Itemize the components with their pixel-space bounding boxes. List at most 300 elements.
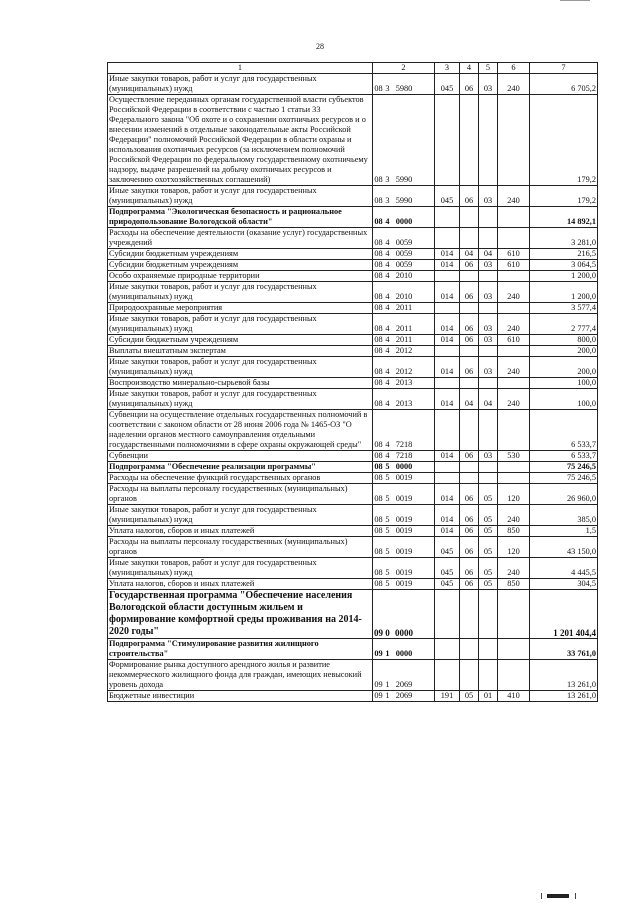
target-code-part: 08: [374, 440, 383, 449]
header-col-1: 1: [108, 63, 373, 74]
row-sum-cell: 304,5: [530, 579, 598, 590]
row-expense-type-cell: 610: [498, 260, 530, 271]
row-grbs-cell: [435, 462, 460, 473]
target-code-part: 0019: [395, 526, 413, 535]
table-row: [108, 95, 598, 186]
row-sum-cell: 33 761,0: [530, 639, 598, 660]
target-code-part: 0059: [395, 260, 413, 269]
row-sum-cell: 6 533,7: [530, 451, 598, 462]
target-code-part: 4: [385, 303, 390, 312]
row-name-cell: Субсидии бюджетным учреждениям: [108, 335, 373, 346]
target-code-part: 09: [374, 649, 383, 658]
row-expense-type-cell: [498, 95, 530, 186]
row-expense-type-cell: 530: [498, 451, 530, 462]
row-section-cell: [460, 207, 479, 228]
target-code-part: 4: [385, 324, 390, 333]
target-code-part: 0000: [395, 649, 413, 658]
row-sum-cell: 75 246,5: [530, 462, 598, 473]
target-code-part: 3: [385, 84, 390, 93]
target-code-part: 0019: [395, 473, 413, 482]
table-row: [108, 357, 598, 378]
target-code-part: 0: [385, 628, 390, 638]
target-code-part: 4: [385, 271, 390, 280]
target-code-part: 4: [385, 367, 390, 376]
row-grbs-cell: 045: [435, 558, 460, 579]
row-expense-type-cell: [498, 378, 530, 389]
row-target-code-cell: [373, 186, 435, 207]
row-expense-type-cell: 410: [498, 691, 530, 702]
row-target-code-cell: [373, 95, 435, 186]
row-grbs-cell: 014: [435, 451, 460, 462]
row-section-cell: 06: [460, 74, 479, 95]
table-row: [108, 505, 598, 526]
row-subsection-cell: [479, 660, 498, 691]
header-col-6: 6: [498, 63, 530, 74]
row-name-cell: Иные закупки товаров, работ и услуг для государственных (муниципальных) нужд: [108, 74, 373, 95]
row-expense-type-cell: [498, 462, 530, 473]
table-row: [108, 660, 598, 691]
row-subsection-cell: 05: [479, 526, 498, 537]
row-target-code-cell: [373, 451, 435, 462]
target-code-part: 5: [385, 547, 390, 556]
row-target-code-cell: [373, 691, 435, 702]
row-sum-cell: 3 281,0: [530, 228, 598, 249]
row-grbs-cell: 014: [435, 389, 460, 410]
table-row: [108, 537, 598, 558]
target-code-part: 0019: [395, 547, 413, 556]
row-grbs-cell: [435, 639, 460, 660]
row-name-cell: Подпрограмма "Обеспечение реализации программы": [108, 462, 373, 473]
row-name-cell: Уплата налогов, сборов и иных платежей: [108, 526, 373, 537]
target-code-part: 4: [385, 346, 390, 355]
target-code-part: 4: [385, 378, 390, 387]
header-col-3: 3: [435, 63, 460, 74]
scan-tick-mark: [541, 893, 542, 899]
target-code-part: 5980: [395, 84, 413, 93]
row-section-cell: 06: [460, 526, 479, 537]
target-code-part: 08: [374, 526, 383, 535]
row-grbs-cell: [435, 346, 460, 357]
row-section-cell: 06: [460, 260, 479, 271]
row-grbs-cell: 014: [435, 314, 460, 335]
row-expense-type-cell: 120: [498, 484, 530, 505]
target-code-part: 1: [385, 680, 390, 689]
row-name-cell: Иные закупки товаров, работ и услуг для государственных (муниципальных) нужд: [108, 282, 373, 303]
row-grbs-cell: 014: [435, 484, 460, 505]
row-section-cell: 06: [460, 484, 479, 505]
target-code-part: 09: [374, 628, 383, 638]
row-name-cell: Субсидии бюджетным учреждениям: [108, 260, 373, 271]
row-name-cell: Расходы на выплаты персоналу государственных (муниципальных) органов: [108, 537, 373, 558]
target-code-part: 08: [374, 547, 383, 556]
row-subsection-cell: [479, 590, 498, 639]
row-subsection-cell: [479, 639, 498, 660]
target-code-part: 08: [374, 84, 383, 93]
row-target-code-cell: [373, 639, 435, 660]
row-sum-cell: 1,5: [530, 526, 598, 537]
row-name-cell: Субсидии бюджетным учреждениям: [108, 249, 373, 260]
header-col-4: 4: [460, 63, 479, 74]
row-sum-cell: 13 261,0: [530, 660, 598, 691]
table-row: [108, 282, 598, 303]
row-subsection-cell: [479, 378, 498, 389]
table-row: [108, 207, 598, 228]
row-section-cell: 05: [460, 691, 479, 702]
row-grbs-cell: [435, 590, 460, 639]
row-expense-type-cell: 240: [498, 505, 530, 526]
row-subsection-cell: 03: [479, 260, 498, 271]
row-sum-cell: 43 150,0: [530, 537, 598, 558]
table-row: [108, 451, 598, 462]
row-target-code-cell: [373, 346, 435, 357]
row-sum-cell: 2 777,4: [530, 314, 598, 335]
target-code-part: 08: [374, 217, 383, 226]
row-name-cell: Субвенции на осуществление отдельных государственных полномочий в соответствии с законом области от 28 июня 2006 года № 1465-ОЗ "О наделении органов местного самоуправления отдельными государственными полномочиями в сфере охраны окружающей среды": [108, 410, 373, 451]
row-section-cell: [460, 473, 479, 484]
row-grbs-cell: 191: [435, 691, 460, 702]
target-code-part: 09: [374, 680, 383, 689]
target-code-part: 08: [374, 238, 383, 247]
row-section-cell: [460, 378, 479, 389]
row-grbs-cell: [435, 228, 460, 249]
row-subsection-cell: 05: [479, 484, 498, 505]
table-body: [108, 74, 598, 702]
row-target-code-cell: [373, 260, 435, 271]
header-col-2: 2: [373, 63, 435, 74]
row-grbs-cell: 014: [435, 260, 460, 271]
row-sum-cell: 13 261,0: [530, 691, 598, 702]
target-code-part: 08: [374, 378, 383, 387]
row-target-code-cell: [373, 558, 435, 579]
row-name-cell: Иные закупки товаров, работ и услуг для государственных (муниципальных) нужд: [108, 558, 373, 579]
target-code-part: 4: [385, 249, 390, 258]
target-code-part: 08: [374, 335, 383, 344]
target-code-part: 0059: [395, 249, 413, 258]
target-code-part: 2069: [395, 691, 413, 700]
row-expense-type-cell: 610: [498, 335, 530, 346]
table-row: [108, 314, 598, 335]
column-number-row: [108, 63, 598, 74]
row-sum-cell: 1 201 404,4: [530, 590, 598, 639]
row-section-cell: 06: [460, 314, 479, 335]
row-subsection-cell: 04: [479, 389, 498, 410]
target-code-part: 08: [374, 303, 383, 312]
row-expense-type-cell: [498, 590, 530, 639]
row-section-cell: [460, 660, 479, 691]
target-code-part: 08: [374, 175, 383, 184]
target-code-part: 5: [385, 568, 390, 577]
target-code-part: 5: [385, 473, 390, 482]
row-name-cell: Подпрограмма "Стимулирование развития жилищного строительства": [108, 639, 373, 660]
row-sum-cell: 200,0: [530, 346, 598, 357]
table-row: [108, 462, 598, 473]
row-section-cell: 06: [460, 335, 479, 346]
target-code-part: 2011: [395, 324, 413, 333]
row-name-cell: Формирование рынка доступного арендного жилья и развитие некоммерческого жилищного фонда для граждан, имеющих невысокий уровень дохода: [108, 660, 373, 691]
row-expense-type-cell: [498, 271, 530, 282]
row-target-code-cell: [373, 579, 435, 590]
table-row: [108, 303, 598, 314]
row-target-code-cell: [373, 473, 435, 484]
row-sum-cell: 100,0: [530, 389, 598, 410]
target-code-part: 5: [385, 462, 390, 471]
row-target-code-cell: [373, 207, 435, 228]
target-code-part: 08: [374, 515, 383, 524]
row-subsection-cell: 03: [479, 314, 498, 335]
row-subsection-cell: 03: [479, 282, 498, 303]
budget-allocation-table: [107, 62, 598, 702]
row-section-cell: 06: [460, 451, 479, 462]
row-expense-type-cell: [498, 473, 530, 484]
table-row: [108, 691, 598, 702]
target-code-part: 08: [374, 271, 383, 280]
target-code-part: 4: [385, 399, 390, 408]
row-subsection-cell: 03: [479, 451, 498, 462]
row-subsection-cell: [479, 207, 498, 228]
target-code-part: 4: [385, 238, 390, 247]
target-code-part: 2012: [395, 346, 413, 355]
target-code-part: 08: [374, 451, 383, 460]
target-code-part: 08: [374, 579, 383, 588]
header-col-7: 7: [530, 63, 598, 74]
row-sum-cell: 385,0: [530, 505, 598, 526]
target-code-part: 4: [385, 451, 390, 460]
row-section-cell: [460, 271, 479, 282]
row-subsection-cell: [479, 271, 498, 282]
row-name-cell: Бюджетные инвестиции: [108, 691, 373, 702]
row-subsection-cell: [479, 346, 498, 357]
row-name-cell: Подпрограмма "Экологическая безопасность и рациональное природопользование Вологодской области": [108, 207, 373, 228]
row-expense-type-cell: [498, 303, 530, 314]
table-row: [108, 590, 598, 639]
target-code-part: 7218: [395, 451, 413, 460]
row-subsection-cell: 03: [479, 74, 498, 95]
row-grbs-cell: [435, 207, 460, 228]
row-section-cell: [460, 303, 479, 314]
row-expense-type-cell: 610: [498, 249, 530, 260]
row-name-cell: Осуществление переданных органам государственной власти субъектов Российской Федерации в соответствии с частью 1 статьи 33 Федерального закона "Об охоте и о сохранении охотничьих ресурсов и о внесении изменений в отдельные законодательные акты Российской Федерации" полномочий Российской Федерации в области охраны и использования охотничьих ресурсов (за исключением полномочий Российской Федерации по федеральному государственному охотничьему надзору, выдаче разрешений на добычу охотничьих ресурсов и заключению охотхозяйственных соглашений): [108, 95, 373, 186]
row-expense-type-cell: 850: [498, 579, 530, 590]
row-target-code-cell: [373, 357, 435, 378]
target-code-part: 5: [385, 494, 390, 503]
target-code-part: 08: [374, 568, 383, 577]
row-grbs-cell: [435, 95, 460, 186]
target-code-part: 5990: [395, 175, 413, 184]
target-code-part: 4: [385, 260, 390, 269]
row-expense-type-cell: 240: [498, 282, 530, 303]
target-code-part: 1: [385, 649, 390, 658]
target-code-part: 08: [374, 367, 383, 376]
table-row: [108, 484, 598, 505]
row-grbs-cell: 014: [435, 282, 460, 303]
row-name-cell: Природоохранные мероприятия: [108, 303, 373, 314]
target-code-part: 08: [374, 196, 383, 205]
row-sum-cell: 179,2: [530, 186, 598, 207]
target-code-part: 3: [385, 175, 390, 184]
target-code-part: 2011: [395, 335, 413, 344]
row-grbs-cell: [435, 378, 460, 389]
row-expense-type-cell: 240: [498, 314, 530, 335]
row-expense-type-cell: 240: [498, 357, 530, 378]
row-name-cell: Субвенции: [108, 451, 373, 462]
row-target-code-cell: [373, 271, 435, 282]
row-section-cell: 06: [460, 186, 479, 207]
row-name-cell: Воспроизводство минерально-сырьевой базы: [108, 378, 373, 389]
row-name-cell: Расходы на обеспечение деятельности (оказание услуг) государственных учреждений: [108, 228, 373, 249]
target-code-part: 5: [385, 579, 390, 588]
page-number: 28: [316, 42, 324, 51]
row-section-cell: [460, 462, 479, 473]
table-row: [108, 271, 598, 282]
target-code-part: 4: [385, 292, 390, 301]
row-grbs-cell: 014: [435, 357, 460, 378]
target-code-part: 5: [385, 515, 390, 524]
row-grbs-cell: 045: [435, 579, 460, 590]
row-sum-cell: 14 892,1: [530, 207, 598, 228]
row-name-cell: Особо охраняемые природные территории: [108, 271, 373, 282]
row-grbs-cell: [435, 271, 460, 282]
row-section-cell: 04: [460, 389, 479, 410]
row-section-cell: [460, 410, 479, 451]
row-subsection-cell: 04: [479, 249, 498, 260]
row-sum-cell: 1 200,0: [530, 282, 598, 303]
target-code-part: 08: [374, 346, 383, 355]
row-expense-type-cell: 850: [498, 526, 530, 537]
row-section-cell: 06: [460, 537, 479, 558]
row-grbs-cell: 014: [435, 505, 460, 526]
table-row: [108, 260, 598, 271]
row-target-code-cell: [373, 228, 435, 249]
table-row: [108, 473, 598, 484]
row-sum-cell: 6 533,7: [530, 410, 598, 451]
target-code-part: 4: [385, 217, 390, 226]
row-target-code-cell: [373, 74, 435, 95]
row-expense-type-cell: [498, 639, 530, 660]
row-target-code-cell: [373, 462, 435, 473]
target-code-part: 2010: [395, 271, 413, 280]
table-row: [108, 410, 598, 451]
row-name-cell: Иные закупки товаров, работ и услуг для государственных (муниципальных) нужд: [108, 505, 373, 526]
scan-edge-mark: [560, 0, 590, 2]
table-row: [108, 558, 598, 579]
target-code-part: 3: [385, 196, 390, 205]
row-name-cell: Государственная программа "Обеспечение населения Вологодской области доступным жильем и формирование комфортной среды проживания на 2014-2020 годы": [108, 590, 373, 639]
target-code-part: 2011: [395, 303, 413, 312]
row-expense-type-cell: [498, 410, 530, 451]
row-grbs-cell: 014: [435, 526, 460, 537]
row-sum-cell: 3 577,4: [530, 303, 598, 314]
target-code-part: 0019: [395, 579, 413, 588]
row-section-cell: 06: [460, 282, 479, 303]
scan-tick-mark: [575, 893, 576, 899]
row-section-cell: 06: [460, 505, 479, 526]
row-section-cell: [460, 95, 479, 186]
row-section-cell: [460, 346, 479, 357]
table-row: [108, 389, 598, 410]
row-grbs-cell: 014: [435, 249, 460, 260]
row-grbs-cell: [435, 303, 460, 314]
row-target-code-cell: [373, 249, 435, 260]
row-subsection-cell: [479, 228, 498, 249]
row-target-code-cell: [373, 335, 435, 346]
row-subsection-cell: [479, 303, 498, 314]
row-grbs-cell: 014: [435, 335, 460, 346]
row-sum-cell: 200,0: [530, 357, 598, 378]
row-name-cell: Уплата налогов, сборов и иных платежей: [108, 579, 373, 590]
table-row: [108, 378, 598, 389]
row-section-cell: [460, 228, 479, 249]
target-code-part: 08: [374, 249, 383, 258]
target-code-part: 0019: [395, 515, 413, 524]
row-sum-cell: 4 445,5: [530, 558, 598, 579]
target-code-part: 0000: [395, 217, 413, 226]
target-code-part: 7218: [395, 440, 413, 449]
row-section-cell: [460, 639, 479, 660]
scan-bar-mark: [547, 894, 569, 898]
table-row: [108, 526, 598, 537]
row-subsection-cell: 05: [479, 579, 498, 590]
row-target-code-cell: [373, 590, 435, 639]
row-subsection-cell: 05: [479, 537, 498, 558]
row-grbs-cell: [435, 410, 460, 451]
target-code-part: 0000: [395, 462, 413, 471]
row-expense-type-cell: [498, 346, 530, 357]
table-row: [108, 639, 598, 660]
row-target-code-cell: [373, 314, 435, 335]
target-code-part: 08: [374, 494, 383, 503]
row-section-cell: [460, 590, 479, 639]
row-sum-cell: 3 064,5: [530, 260, 598, 271]
row-target-code-cell: [373, 537, 435, 558]
row-expense-type-cell: 240: [498, 389, 530, 410]
row-grbs-cell: 045: [435, 74, 460, 95]
row-target-code-cell: [373, 526, 435, 537]
row-target-code-cell: [373, 660, 435, 691]
row-target-code-cell: [373, 282, 435, 303]
row-name-cell: Расходы на выплаты персоналу государственных (муниципальных) органов: [108, 484, 373, 505]
row-target-code-cell: [373, 389, 435, 410]
target-code-part: 08: [374, 260, 383, 269]
row-subsection-cell: 03: [479, 186, 498, 207]
target-code-part: 2069: [395, 680, 413, 689]
row-sum-cell: 216,5: [530, 249, 598, 260]
target-code-part: 0059: [395, 238, 413, 247]
target-code-part: 08: [374, 473, 383, 482]
row-name-cell: Иные закупки товаров, работ и услуг для государственных (муниципальных) нужд: [108, 314, 373, 335]
row-sum-cell: 26 960,0: [530, 484, 598, 505]
row-expense-type-cell: [498, 660, 530, 691]
table-row: [108, 186, 598, 207]
row-sum-cell: 800,0: [530, 335, 598, 346]
row-grbs-cell: 045: [435, 186, 460, 207]
row-section-cell: 06: [460, 579, 479, 590]
row-sum-cell: 6 705,2: [530, 74, 598, 95]
target-code-part: 0019: [395, 568, 413, 577]
row-expense-type-cell: 240: [498, 558, 530, 579]
row-sum-cell: 1 200,0: [530, 271, 598, 282]
target-code-part: 5: [385, 526, 390, 535]
row-section-cell: 06: [460, 357, 479, 378]
row-name-cell: Выплаты внештатным экспертам: [108, 346, 373, 357]
row-subsection-cell: 03: [479, 335, 498, 346]
target-code-part: 08: [374, 399, 383, 408]
target-code-part: 08: [374, 462, 383, 471]
target-code-part: 2010: [395, 292, 413, 301]
row-grbs-cell: 045: [435, 537, 460, 558]
target-code-part: 0000: [395, 628, 413, 638]
header-col-5: 5: [479, 63, 498, 74]
row-expense-type-cell: [498, 207, 530, 228]
